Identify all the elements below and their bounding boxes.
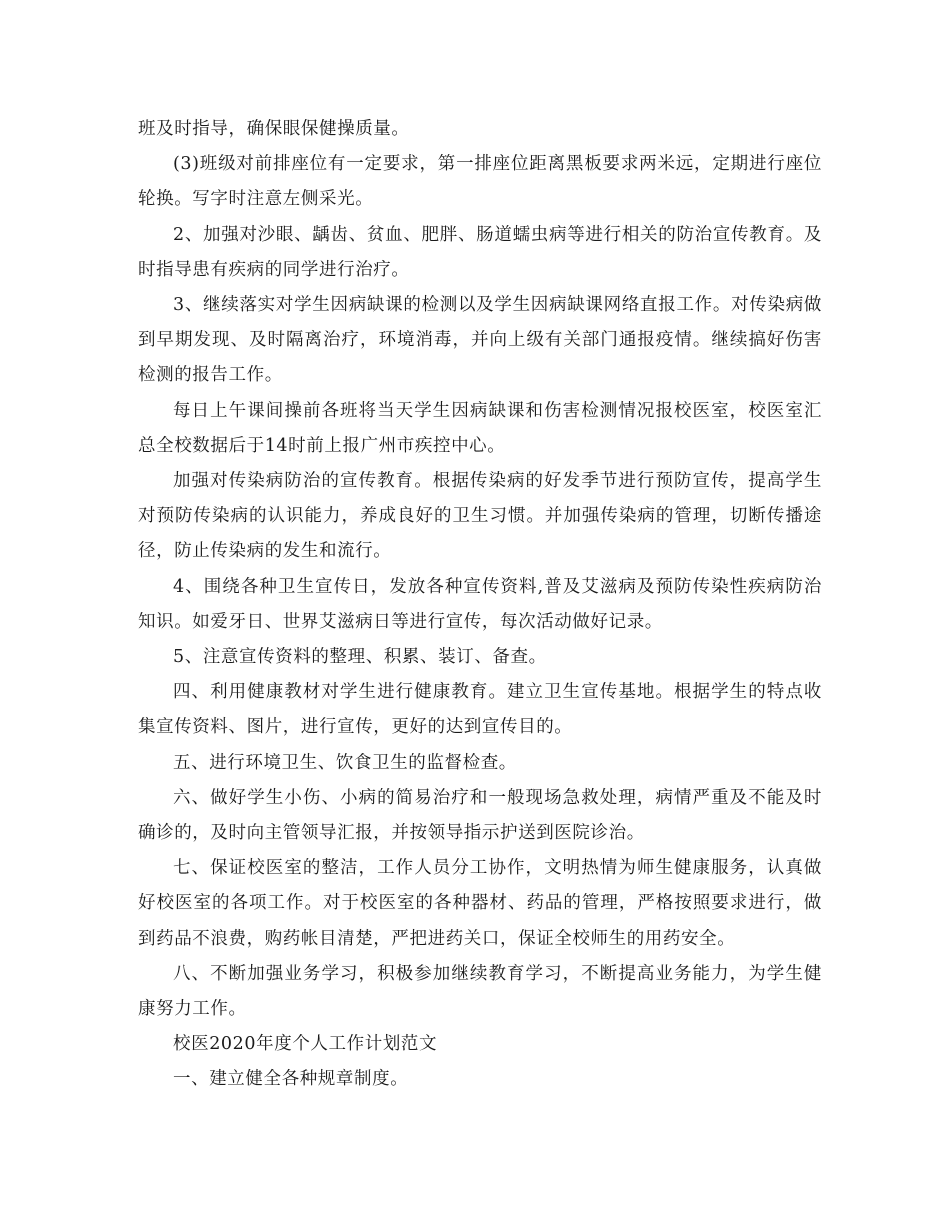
paragraph-continuation: 班及时指导，确保眼保健操质量。 xyxy=(138,119,410,139)
paragraph-item-2-disease-education: 2、加强对沙眼、龋齿、贫血、肥胖、肠道蠕虫病等进行相关的防治宣传教育。及时指导患有疾病的同学进行治疗。 xyxy=(138,224,822,280)
paragraph-section-8-professional-study: 八、不断加强业务学习，积极参加继续教育学习，不断提高业务能力，为学生健康努力工作。 xyxy=(138,963,822,1020)
paragraph-item-3-seating: (3)班级对前排座位有一定要求，第一排座位距离黑板要求两米远，定期进行座位轮换。写字时注意左侧采光。 xyxy=(138,154,822,210)
paragraph-item-5-materials: 5、注意宣传资料的整理、积累、装订、备查。 xyxy=(173,647,547,668)
document-body xyxy=(138,112,822,1098)
paragraph-section-7-clinic-management: 七、保证校医室的整洁，工作人员分工协作，文明热情为师生健康服务，认真做好校医室的各项工作。对于校医室的各种器材、药品的管理，严格按照要求进行，做到药品不浪费，购药帐目清楚，严把进药关口，保证全校师生的用药安全。 xyxy=(138,858,822,949)
paragraph-section-6-first-aid: 六、做好学生小伤、小病的简易治疗和一般现场急救处理，病情严重及不能及时确诊的，及时向主管领导汇报，并按领导指示护送到医院诊治。 xyxy=(138,787,822,844)
paragraph-section-1-regulations: 一、建立健全各种规章制度。 xyxy=(173,1069,409,1090)
paragraph-infectious-disease-education: 加强对传染病防治的宣传教育。根据传染病的好发季节进行预防宣传，提高学生对预防传染病的认识能力，养成良好的卫生习惯。并加强传染病的管理，切断传播途径，防止传染病的发生和流行。 xyxy=(138,471,822,562)
paragraph-item-4-health-days: 4、围绕各种卫生宣传日，发放各种宣传资料,普及艾滋病及预防传染性疾病防治知识。如爱牙日、世界艾滋病日等进行宣传，每次活动做好记录。 xyxy=(138,576,822,632)
paragraph-section-4-health-education: 四、利用健康教材对学生进行健康教育。建立卫生宣传基地。根据学生的特点收集宣传资料、图片，进行宣传，更好的达到宣传目的。 xyxy=(138,682,822,738)
paragraph-item-3-absence-monitoring: 3、继续落实对学生因病缺课的检测以及学生因病缺课网络直报工作。对传染病做到早期发现、及时隔离治疗，环境消毒，并向上级有关部门通报疫情。继续搞好伤害检测的报告工作。 xyxy=(138,295,822,386)
subheading-work-plan-title: 校医2020年度个人工作计划范文 xyxy=(173,1034,438,1055)
paragraph-daily-report: 每日上午课间操前各班将当天学生因病缺课和伤害检测情况报校医室，校医室汇总全校数据后于14时前上报广州市疾控中心。 xyxy=(138,400,822,456)
paragraph-section-5-hygiene-inspection: 五、进行环境卫生、饮食卫生的监督检查。 xyxy=(173,752,517,773)
